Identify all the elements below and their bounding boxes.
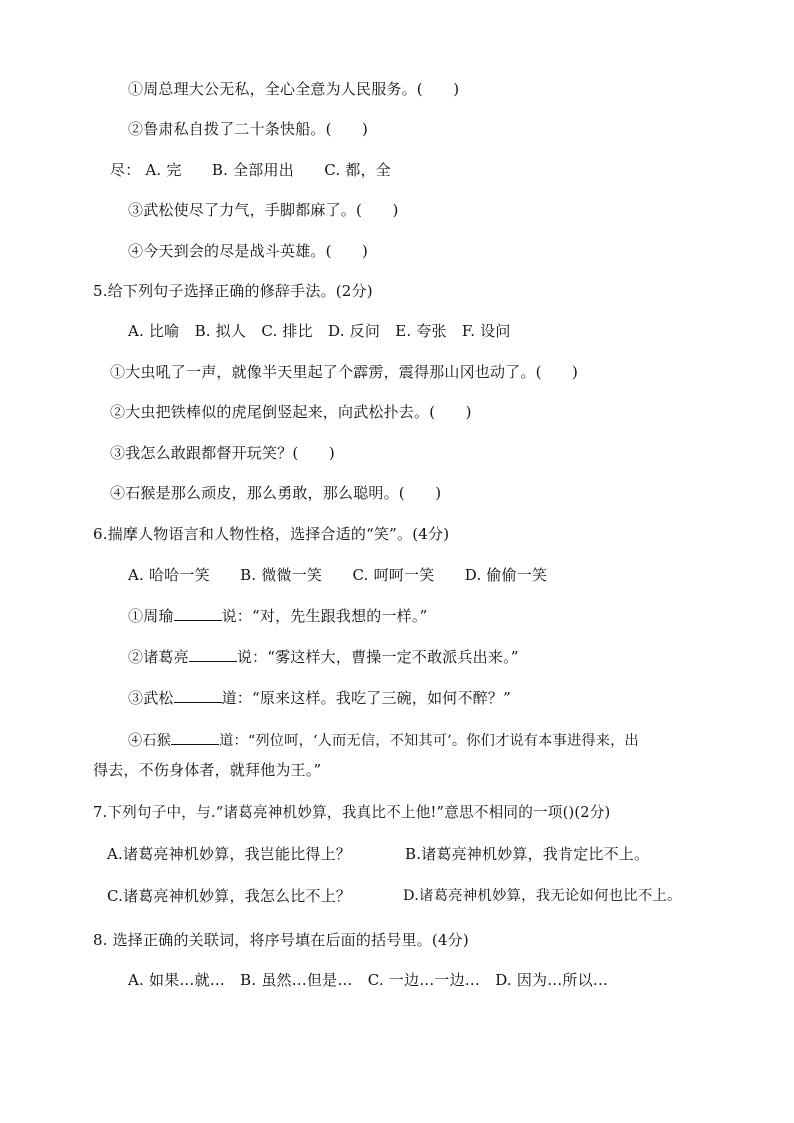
item-text: 道：“列位呵，‘人而无信，不知其可’。你们才说有本事进得来，出: [219, 733, 639, 749]
question-item: [128, 606, 427, 626]
question-heading: 6.揣摩人物语言和人物性格，选择合适的“笑”。(4分): [93, 525, 450, 543]
question-item: ④今天到会的尽是战斗英雄。( ): [128, 242, 369, 260]
question-heading: 8. 选择正确的关联词，将序号填在后面的括号里。(4分): [93, 931, 469, 949]
choice-d: D.诸葛亮神机妙算，我无论如何也比不上。: [403, 888, 682, 904]
question-item: [128, 688, 511, 708]
question-item: [128, 647, 519, 667]
question-item: ②大虫把铁棒似的虎尾倒竖起来，向武松扑去。( ): [110, 403, 472, 421]
question-item-continued: 得去，不伤身体者，就拜他为王。”: [93, 761, 322, 779]
question-heading: 7.下列句子中，与.“诸葛亮神机妙算，我真比不上他!”意思不相同的一项()(2分): [93, 804, 611, 821]
item-text: 说：“雾这样大，曹操一定不敢派兵出来。”: [236, 648, 519, 666]
question-item: ④石猴是那么顽皮，那么勇敢，那么聪明。( ): [110, 484, 442, 502]
item-text: 说：“对，先生跟我想的一样。”: [221, 607, 428, 625]
question-item: ②鲁肃私自拨了二十条快船。( ): [128, 120, 369, 138]
question-heading: 5.给下列句子选择正确的修辞手法。(2分): [93, 282, 373, 300]
item-prefix: ③武松: [128, 689, 174, 707]
question-item: [128, 730, 639, 751]
answer-blank[interactable]: [174, 606, 222, 621]
item-prefix: ①周瑜: [128, 607, 174, 625]
item-text: 道：“原来这样。我吃了三碗，如何不醉？”: [221, 689, 511, 707]
question-item: ①大虫吼了一声，就像半天里起了个霹雳，震得那山冈也动了。( ): [110, 363, 579, 381]
question-item: ③我怎么敢跟都督开玩笑？( ): [110, 444, 335, 462]
answer-blank[interactable]: [174, 688, 222, 703]
option-line: A. 哈哈一笑 B. 微微一笑 C. 呵呵一笑 D. 偷偷一笑: [128, 566, 548, 584]
question-item: ③武松使尽了力气，手脚都麻了。( ): [128, 201, 399, 219]
item-prefix: ②诸葛亮: [128, 648, 189, 666]
answer-blank[interactable]: [171, 730, 219, 745]
option-line: A. 如果…就… B. 虽然…但是… C. 一边…一边… D. 因为…所以…: [128, 971, 609, 989]
option-line: A. 比喻 B. 拟人 C. 排比 D. 反问 E. 夸张 F. 设问: [128, 322, 511, 340]
option-line: 尽： A. 完 B. 全部用出 C. 都，全: [110, 161, 391, 179]
choice-c: C.诸葛亮神机妙算，我怎么比不上？: [107, 887, 352, 905]
choice-b: B.诸葛亮神机妙算，我肯定比不上。: [405, 845, 650, 863]
answer-blank[interactable]: [189, 647, 237, 662]
question-item: ①周总理大公无私，全心全意为人民服务。( ): [128, 80, 460, 98]
item-prefix: ④石猴: [128, 733, 172, 749]
choice-a: A.诸葛亮神机妙算，我岂能比得上？: [107, 845, 352, 863]
